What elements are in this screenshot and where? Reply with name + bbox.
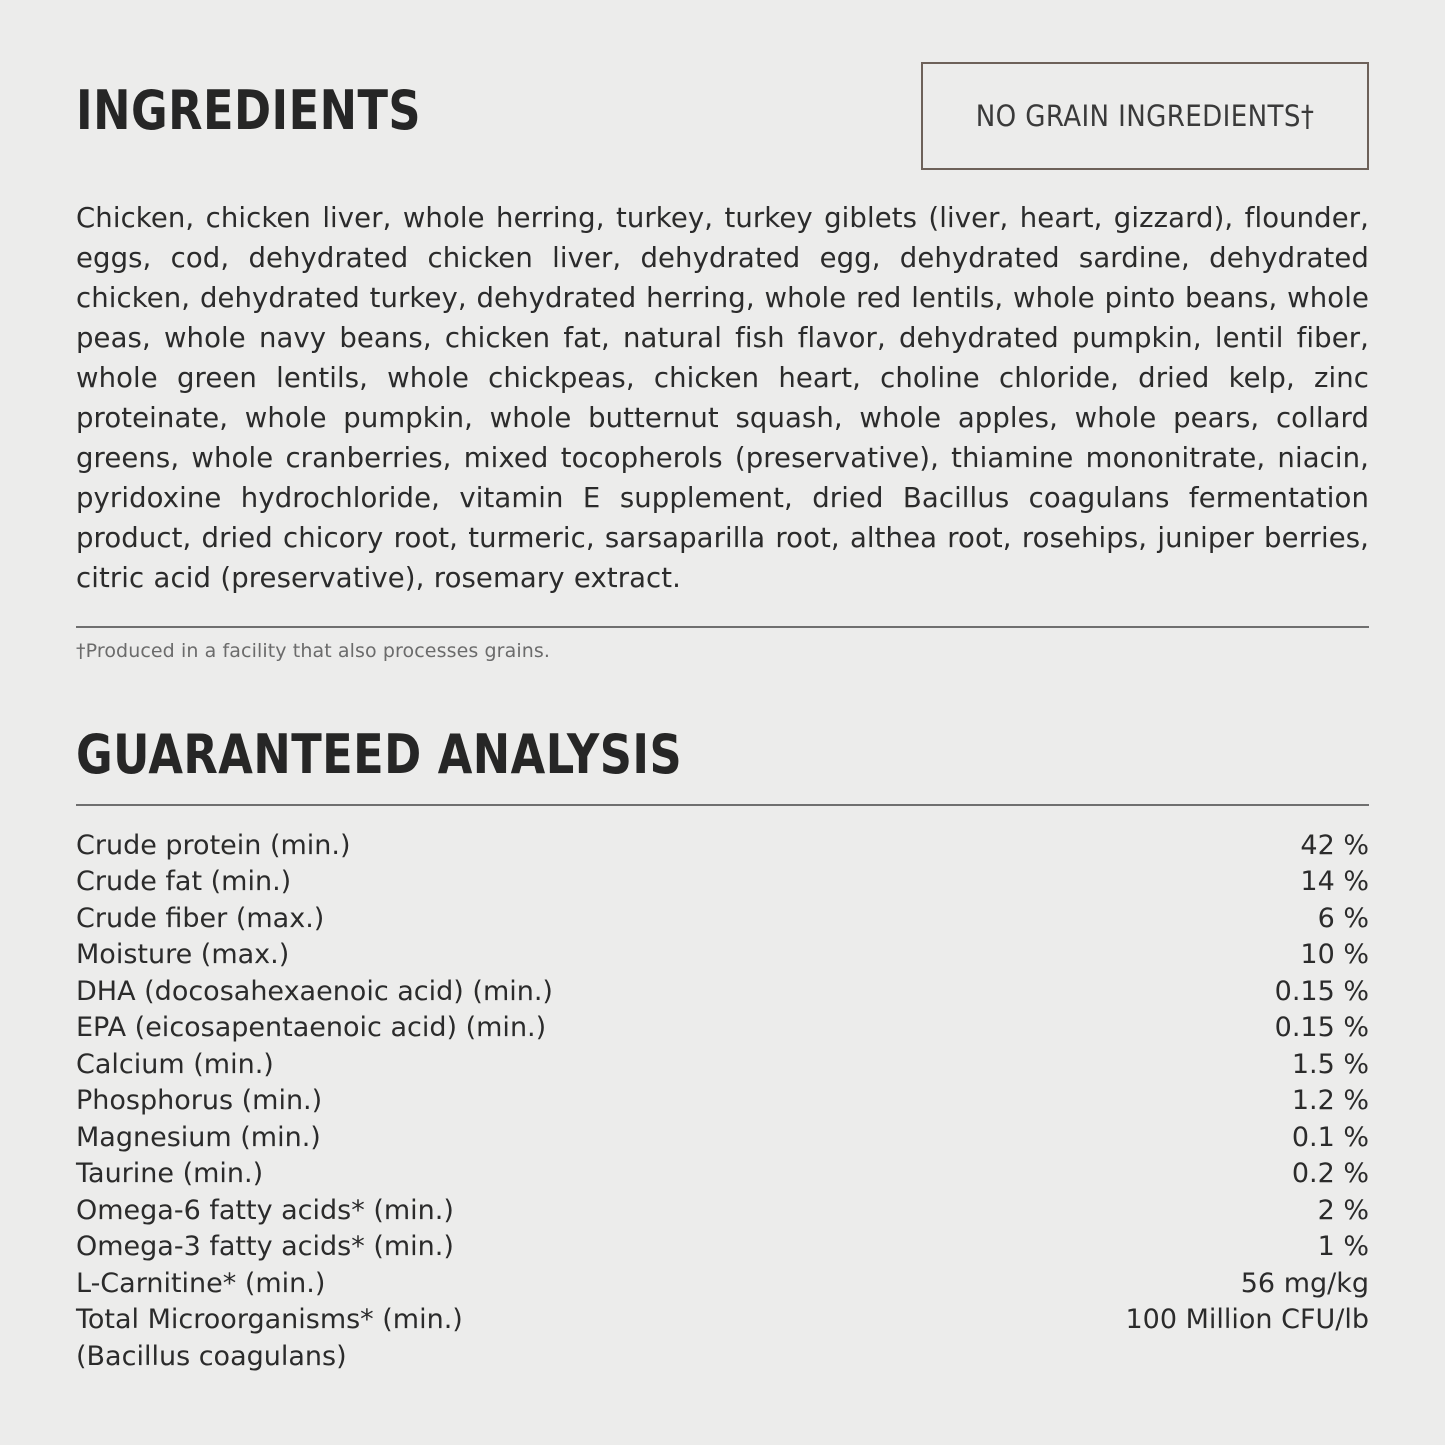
analysis-row-label: Crude protein (min.): [76, 829, 351, 861]
ingredients-divider: [76, 626, 1369, 628]
analysis-row-label: Omega-3 fatty acids* (min.): [76, 1231, 454, 1262]
analysis-row-value: 14 %: [1300, 866, 1369, 897]
analysis-row-label: Crude fiber (max.): [76, 902, 325, 934]
analysis-row: [76, 828, 1369, 865]
analysis-row-label: Omega-6 fatty acids* (min.): [76, 1194, 454, 1226]
ingredients-header: [76, 62, 1369, 182]
analysis-row-value: 42 %: [1300, 829, 1369, 861]
analysis-row-label: Total Microorganisms* (min.): [76, 1304, 463, 1335]
analysis-row-label: Magnesium (min.): [76, 1121, 321, 1153]
analysis-row-value: 1.5 %: [1291, 1048, 1369, 1080]
guaranteed-analysis-list: [76, 828, 1369, 1339]
analysis-row: [76, 1120, 1369, 1157]
analysis-row: [76, 1010, 1369, 1047]
analysis-row-value: 0.15 %: [1274, 975, 1369, 1007]
analysis-row-label: Moisture (max.): [76, 939, 290, 970]
analysis-row: [76, 1302, 1369, 1339]
analysis-row-label: Calcium (min.): [76, 1048, 274, 1080]
analysis-row: [76, 974, 1369, 1011]
analysis-row: [76, 1193, 1369, 1230]
analysis-row: [76, 1266, 1369, 1303]
ingredients-title: INGREDIENTS: [76, 79, 422, 142]
analysis-row-value: 0.15 %: [1274, 1012, 1369, 1043]
analysis-row: [76, 901, 1369, 938]
guaranteed-analysis-subnote: (Bacillus coagulans): [76, 1340, 347, 1372]
analysis-row-value: 1 %: [1317, 1231, 1369, 1262]
analysis-row: [76, 1156, 1369, 1193]
analysis-row-value: 56 mg/kg: [1240, 1267, 1369, 1299]
analysis-row: [76, 1083, 1369, 1120]
analysis-row: [76, 937, 1369, 974]
analysis-row-value: 100 Million CFU/lb: [1125, 1304, 1369, 1335]
analysis-row-label: Phosphorus (min.): [76, 1085, 323, 1116]
analysis-row-label: L-Carnitine* (min.): [76, 1267, 326, 1299]
analysis-row: [76, 1047, 1369, 1084]
guaranteed-analysis-title: GUARANTEED ANALYSIS: [76, 722, 683, 786]
analysis-row-value: 2 %: [1317, 1194, 1369, 1226]
analysis-row-value: 10 %: [1300, 939, 1369, 970]
analysis-row: [76, 864, 1369, 901]
analysis-row: [76, 1229, 1369, 1266]
analysis-row-label: EPA (eicosapentaenoic acid) (min.): [76, 1012, 547, 1043]
analysis-row-value: 1.2 %: [1291, 1085, 1369, 1116]
analysis-row-label: DHA (docosahexaenoic acid) (min.): [76, 975, 553, 1007]
analysis-row-value: 0.1 %: [1291, 1121, 1369, 1153]
no-grain-badge-label: NO GRAIN INGREDIENTS†: [975, 99, 1315, 133]
analysis-row-value: 6 %: [1317, 902, 1369, 934]
guaranteed-analysis-divider: [76, 804, 1369, 806]
analysis-row-label: Taurine (min.): [76, 1158, 264, 1189]
guaranteed-analysis-header: [76, 706, 1369, 786]
ingredients-footnote: †Produced in a facility that also processes grains.: [76, 639, 550, 662]
ingredients-body-text: Chicken, chicken liver, whole herring, turkey, turkey giblets (liver, heart, gizzard), flounder, eggs, cod, dehydrated chicken liver, dehydrated egg, dehydrated sardine, dehydrated chicken, dehydrated turkey, dehydrated herring, whole red lentils, whole pinto beans, whole peas, whole navy beans, chicken fat, natural fish flavor, dehydrated pumpkin, lentil fiber, whole green lentils, whole chickpeas, chicken heart, choline chloride, dried kelp, zinc proteinate, whole pumpkin, whole butternut squash, whole apples, whole pears, collard greens, whole cranberries, mixed tocopherols (preservative), thiamine mononitrate, niacin, pyridoxine hydrochloride, vitamin E supplement, dried Bacillus coagulans fermentation product, dried chicory root, turmeric, sarsaparilla root, althea root, rosehips, juniper berries, citric acid (preservative), rosemary extract.: [76, 202, 1369, 594]
no-grain-badge: [921, 62, 1369, 170]
analysis-row-value: 0.2 %: [1291, 1158, 1369, 1189]
analysis-row-label: Crude fat (min.): [76, 866, 292, 897]
